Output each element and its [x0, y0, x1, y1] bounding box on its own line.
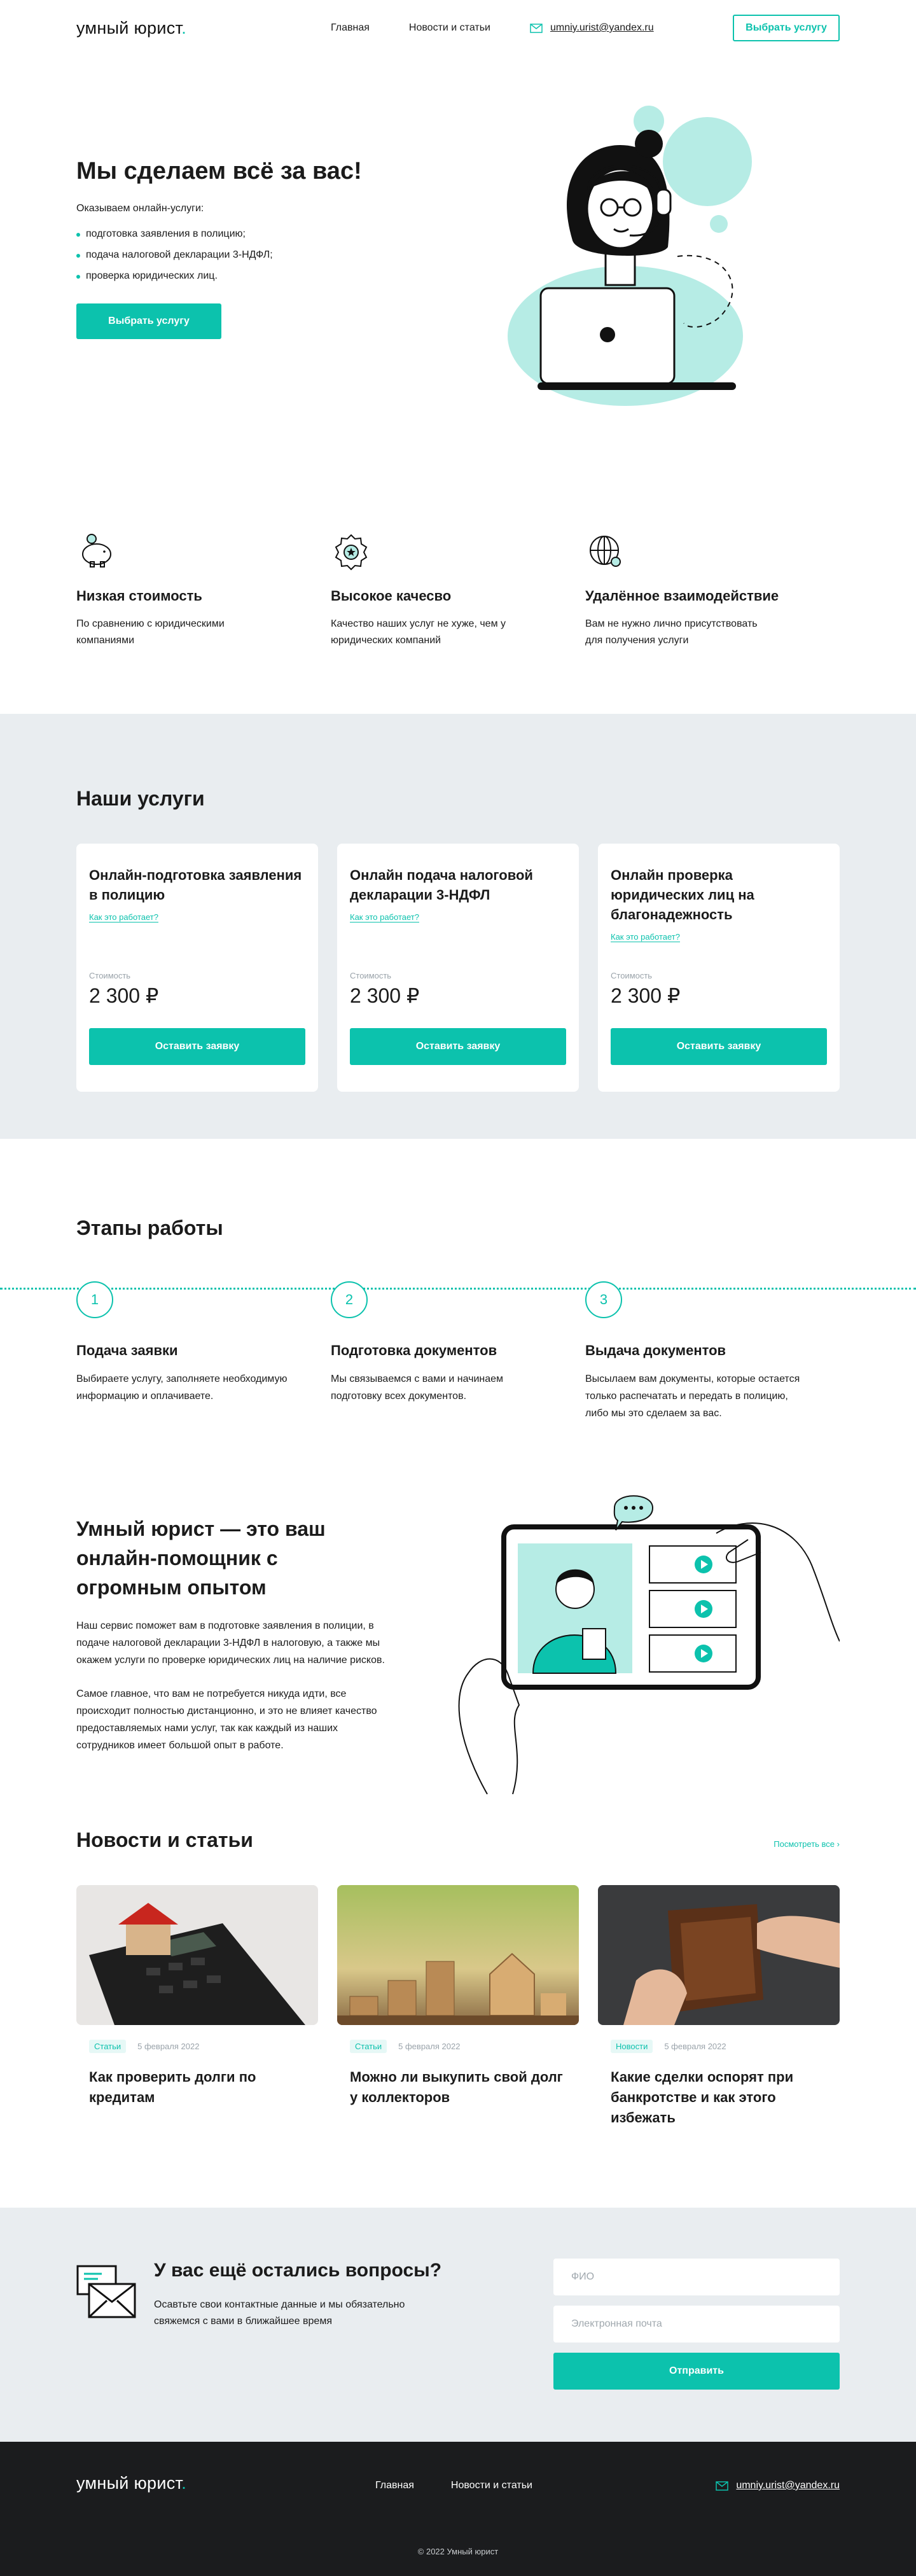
footer-logo-text: умный юрист [76, 2474, 182, 2493]
steps-section [0, 1139, 916, 1470]
news-title: Новости и статьи [76, 1828, 253, 1851]
service-cards [76, 844, 840, 1092]
footer-nav-link-home[interactable]: Главная [375, 2480, 414, 2491]
order-button[interactable]: Оставить заявку [89, 1028, 305, 1065]
email-field[interactable] [553, 2306, 840, 2343]
service-card-title: Онлайн проверка юридических лиц на благонадежность [611, 867, 754, 922]
how-it-works-link[interactable]: Как это работает? [350, 912, 419, 922]
news-tag: Статьи [89, 2040, 126, 2053]
header-email-text: umniy.urist@yandex.ru [550, 22, 654, 33]
nav-link-home[interactable]: Главная [331, 22, 370, 33]
hero-list-item: подготовка заявления в полицию; [76, 228, 362, 240]
news-date: 5 февраля 2022 [137, 2042, 200, 2051]
feature-title: Удалённое взаимодействие [585, 588, 779, 604]
hero-operator-illustration [458, 94, 814, 412]
news-card-title: Как проверить долги по кредитам [89, 2069, 256, 2105]
steps-list [76, 1281, 840, 1422]
step-number: 3 [585, 1281, 622, 1318]
footer-email-text: umniy.urist@yandex.ru [736, 2480, 840, 2491]
feature-text: Вам не нужно лично присутствовать для получения услуги [585, 618, 758, 646]
contact-form [553, 2259, 840, 2390]
step-title: Подача заявки [76, 1342, 178, 1358]
nav-link-news[interactable]: Новости и статьи [408, 22, 490, 33]
price-label: Стоимость [89, 971, 131, 980]
price-label: Стоимость [350, 971, 392, 980]
chevron-right-icon: › [836, 1839, 840, 1849]
empty-wallet-photo [598, 1885, 840, 2025]
about-paragraph: Наш сервис поможет вам в подготовке заявления в полиции, в подаче налоговой декларации 3-НДФЛ в налоговую, а также мы окажем услуги по проверке юридических лиц на наличие рисков. [76, 1620, 385, 1666]
feature-text: Качество наших услуг не хуже, чем у юридических компаний [331, 618, 506, 646]
video-consultation-illustration [449, 1495, 840, 1800]
hero-choose-service-button[interactable]: Выбрать услугу [76, 303, 221, 339]
order-button[interactable]: Оставить заявку [350, 1028, 566, 1065]
service-card-title: Онлайн-подготовка заявления в полицию [89, 867, 302, 903]
news-meta [76, 2040, 318, 2053]
globe-icon [585, 531, 626, 572]
step-number: 2 [331, 1281, 368, 1318]
news-list [76, 1885, 840, 2128]
logo-text: умный юрист [76, 18, 182, 38]
step-number: 1 [76, 1281, 113, 1318]
news-meta [598, 2040, 840, 2053]
step-text: Высылаем вам документы, которые остается только распечатать и передать в полицию, либо мы это сделаем за вас. [585, 1374, 800, 1419]
piggy-bank-icon [76, 531, 117, 572]
price-label: Стоимость [611, 971, 653, 980]
contact-section [0, 2208, 916, 2442]
hero-list-item: подача налоговой декларации 3-НДФЛ; [76, 249, 362, 261]
name-field[interactable] [553, 2259, 840, 2295]
order-button[interactable]: Оставить заявку [611, 1028, 827, 1065]
steps-title: Этапы работы [76, 1216, 223, 1239]
how-it-works-link[interactable]: Как это работает? [89, 912, 158, 922]
step-item [585, 1281, 840, 1422]
service-price: 2 300 ₽ [89, 984, 159, 1007]
news-header [76, 1828, 840, 1852]
service-card [598, 844, 840, 1092]
news-date: 5 февраля 2022 [398, 2042, 461, 2051]
contact-description: Осавтьте свои контактные данные и мы обязательно свяжемся с вами в ближайшее время [154, 2299, 405, 2327]
feature-item [585, 531, 840, 649]
footer-nav [375, 2480, 532, 2491]
step-text: Выбираете услугу, заполняете необходимую информацию и оплачиваете. [76, 1374, 288, 1402]
services-section [0, 714, 916, 1139]
news-meta [337, 2040, 579, 2053]
mail-icon [716, 2481, 728, 2491]
about-section [0, 1470, 916, 1817]
footer-logo-dot: . [181, 2474, 186, 2493]
step-title: Выдача документов [585, 1342, 726, 1358]
copyright: © 2022 Умный юрист [417, 2547, 499, 2556]
feature-text: По сравнению с юридическими компаниями [76, 618, 225, 646]
news-tag: Статьи [350, 2040, 387, 2053]
hero-service-list [76, 228, 362, 282]
service-card [337, 844, 579, 1092]
news-card[interactable] [598, 1885, 840, 2128]
service-price: 2 300 ₽ [350, 984, 420, 1007]
calculator-house-photo [76, 1885, 318, 2025]
header-email-link[interactable] [530, 22, 654, 34]
step-text: Мы связываемся с вами и начинаем подготовку всех документов. [331, 1374, 504, 1402]
hero-section [0, 56, 916, 433]
news-date: 5 февраля 2022 [664, 2042, 726, 2051]
step-item [76, 1281, 331, 1422]
news-card[interactable] [76, 1885, 318, 2128]
feature-item [76, 531, 331, 649]
hero-list-item: проверка юридических лиц. [76, 270, 362, 282]
service-card-title: Онлайн подача налоговой декларации 3-НДФЛ [350, 867, 533, 903]
news-section [0, 1817, 916, 2208]
about-paragraph: Самое главное, что вам не потребуется никуда идти, все происходит полностью дистанционно, и это не влияет качество предоставляемых нами услуг, так как каждый из наших сотрудников имеет большой опыт в работе. [76, 1688, 377, 1751]
footer-logo[interactable] [76, 2474, 186, 2493]
contact-text [154, 2260, 441, 2330]
hero-text [76, 158, 362, 339]
hero-intro: Оказываем онлайн-услуги: [76, 203, 204, 214]
step-item [331, 1281, 585, 1422]
news-tag: Новости [611, 2040, 653, 2053]
main-nav [331, 22, 490, 34]
footer-email-link[interactable] [716, 2480, 840, 2491]
site-header [0, 0, 916, 56]
envelope-icon [76, 2265, 137, 2320]
services-title: Наши услуги [76, 787, 205, 810]
contact-title: У вас ещё остались вопросы? [154, 2260, 442, 2281]
features-section [0, 433, 916, 714]
header-choose-service-button[interactable]: Выбрать услугу [733, 15, 840, 41]
how-it-works-link[interactable]: Как это работает? [611, 932, 680, 942]
hero-title: Мы сделаем всё за вас! [76, 158, 362, 184]
service-price: 2 300 ₽ [611, 984, 681, 1007]
see-all-link[interactable] [774, 1839, 840, 1849]
step-title: Подготовка документов [331, 1342, 497, 1358]
feature-title: Высокое качесво [331, 588, 452, 604]
coins-house-photo [337, 1885, 579, 2025]
service-card [76, 844, 318, 1092]
feature-item [331, 531, 585, 649]
footer-nav-link-news[interactable]: Новости и статьи [450, 2480, 532, 2491]
mail-icon [530, 24, 543, 33]
about-title: Умный юрист — это ваш онлайн-помощник с огромным опытом [76, 1517, 326, 1599]
site-footer [0, 2442, 916, 2576]
news-card-title: Какие сделки оспорят при банкротстве и как этого избежать [611, 2069, 794, 2126]
news-card-title: Можно ли выкупить свой долг у коллекторов [350, 2069, 563, 2105]
news-card[interactable] [337, 1885, 579, 2128]
about-text [76, 1514, 388, 1754]
submit-button[interactable]: Отправить [553, 2353, 840, 2390]
logo-dot: . [181, 18, 186, 38]
feature-title: Низкая стоимость [76, 588, 202, 604]
see-all-label: Посмотреть все [774, 1839, 835, 1849]
quality-badge-icon [331, 531, 371, 572]
logo[interactable] [76, 18, 186, 38]
